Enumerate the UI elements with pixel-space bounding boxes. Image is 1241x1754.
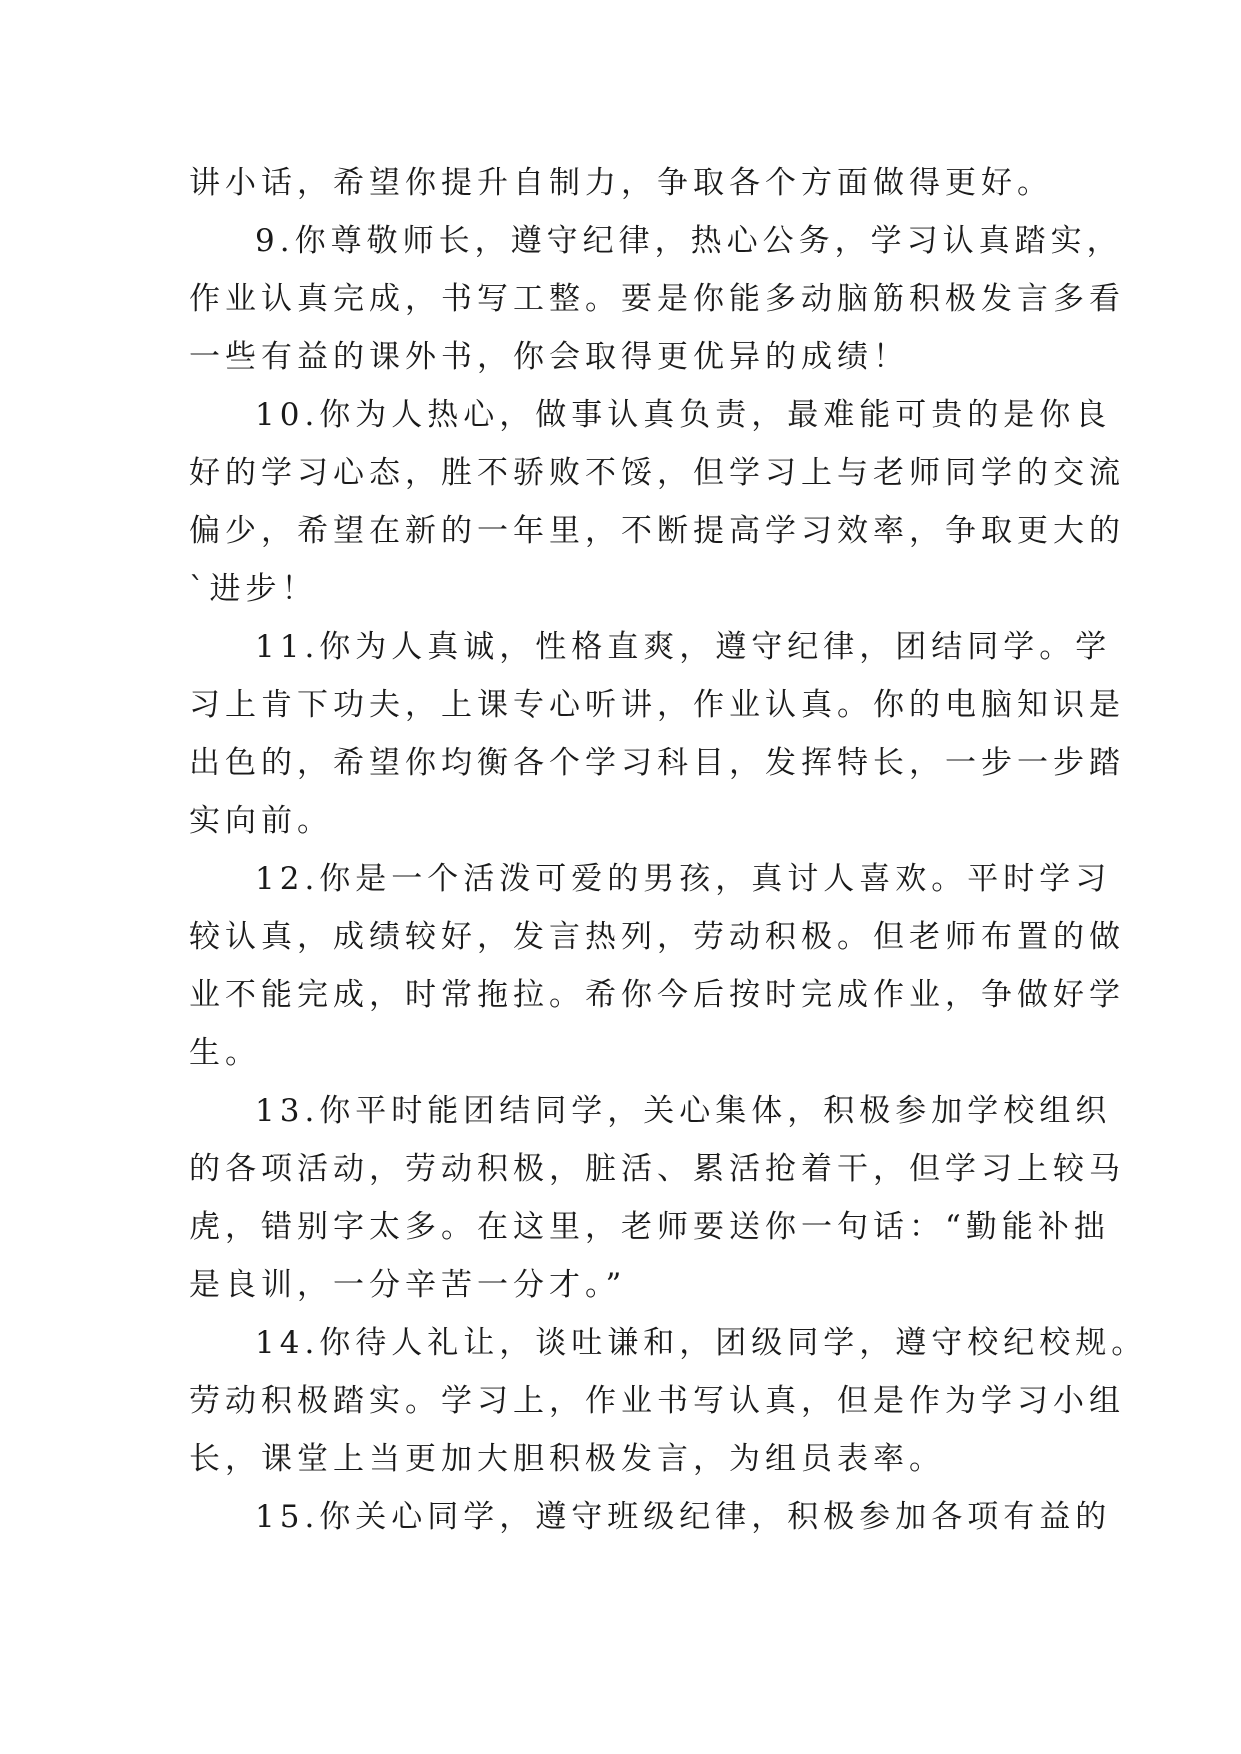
- comment-10-line: 10.你为人热心，做事认真负责，最难能可贵的是你良: [255, 397, 1112, 433]
- text-line: 业不能完成，时常拖拉。希你今后按时完成作业，争做好学: [189, 977, 1125, 1013]
- text-line: 长，课堂上当更加大胆积极发言，为组员表率。: [189, 1441, 945, 1477]
- text-line: 较认真，成绩较好，发言热列，劳动积极。但老师布置的做: [189, 919, 1125, 955]
- text-line: 出色的，希望你均衡各个学习科目，发挥特长，一步一步踏: [189, 745, 1125, 781]
- comment-11-line: 11.你为人真诚，性格直爽，遵守纪律，团结同学。学: [255, 629, 1112, 665]
- comment-12-line: 12.你是一个活泼可爱的男孩，真讨人喜欢。平时学习: [255, 861, 1112, 897]
- text-line: 偏少，希望在新的一年里，不断提高学习效率，争取更大的: [189, 513, 1125, 549]
- text-line: 实向前。: [189, 803, 333, 839]
- text-line: 一些有益的课外书，你会取得更优异的成绩！: [189, 339, 909, 375]
- text-line: 好的学习心态，胜不骄败不馁，但学习上与老师同学的交流: [189, 455, 1125, 491]
- comment-14-line: 14.你待人礼让，谈吐谦和，团级同学，遵守校纪校规。: [255, 1325, 1148, 1361]
- text-line: 虎，错别字太多。在这里，老师要送你一句话：“勤能补拙: [189, 1209, 1110, 1245]
- text-line: 是良训，一分辛苦一分才。”: [189, 1267, 627, 1303]
- text-line: 的各项活动，劳动积极，脏活、累活抢着干，但学习上较马: [189, 1151, 1125, 1187]
- comment-13-line: 13.你平时能团结同学，关心集体，积极参加学校组织: [255, 1093, 1112, 1129]
- text-line: `进步！: [189, 571, 318, 607]
- body-text: [189, 154, 1148, 1546]
- comment-9-line: 9.你尊敬师长，遵守纪律，热心公务，学习认真踏实，: [255, 223, 1123, 259]
- text-line: 习上肯下功夫，上课专心听讲，作业认真。你的电脑知识是: [189, 687, 1125, 723]
- text-line: 讲小话，希望你提升自制力，争取各个方面做得更好。: [189, 165, 1053, 201]
- text-line: 劳动积极踏实。学习上，作业书写认真，但是作为学习小组: [189, 1383, 1125, 1419]
- comment-15-line: 15.你关心同学，遵守班级纪律，积极参加各项有益的: [255, 1499, 1112, 1535]
- text-line: 生。: [189, 1035, 261, 1071]
- text-line: 作业认真完成，书写工整。要是你能多动脑筋积极发言多看: [189, 281, 1125, 317]
